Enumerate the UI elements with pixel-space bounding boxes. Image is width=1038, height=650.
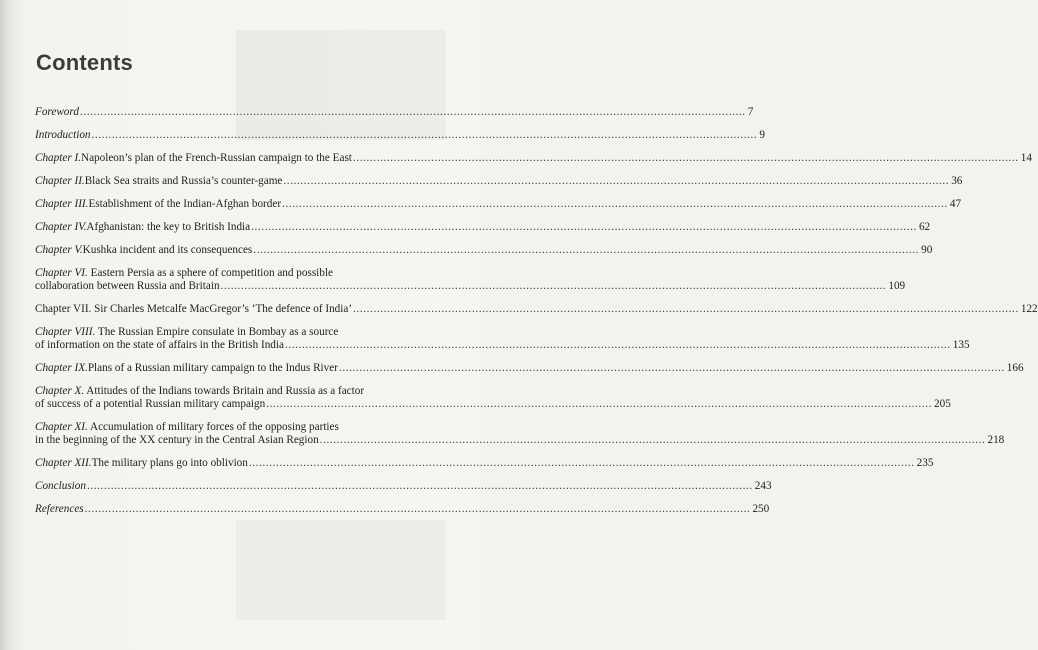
leader-dots: .................................................................................................................................................................................................... — [84, 503, 751, 515]
toc-entry-chapter-3[interactable]: Chapter III. Establishment of the Indian-Afghan border .................................................................................................................................................................................................... 47 — [35, 198, 962, 210]
toc-entry-references[interactable]: References .................................................................................................................................................................................................... 250 — [35, 503, 770, 515]
page-number: 9 — [759, 129, 765, 141]
page-number: 218 — [987, 434, 1005, 446]
toc-entry-chapter-2[interactable]: Chapter II. Black Sea straits and Russia’s counter-game .................................................................................................................................................................................................... 36 — [35, 175, 963, 187]
page-number: 7 — [747, 106, 754, 118]
page-number: 205 — [934, 398, 951, 410]
toc-entry-chapter-4[interactable]: Chapter IV. Afghanistan: the key to British India .................................................................................................................................................................................................... 62 — [35, 221, 931, 233]
page-number: 47 — [949, 198, 962, 210]
leader-dots: .................................................................................................................................................................................................... — [220, 280, 887, 292]
page-number: 135 — [952, 339, 970, 351]
toc-entry-chapter-8[interactable]: Chapter VIII. The Russian Empire consulate in Bombay as a source of information on the state of affairs in the British India .................................................................................................................................................................................................... 135 — [35, 326, 970, 351]
toc-entry-foreword[interactable]: Foreword .................................................................................................................................................................................................... 7 — [35, 106, 754, 118]
leader-dots: .................................................................................................................................................................................................... — [283, 175, 950, 187]
page-title: Contents — [36, 50, 133, 75]
page-number: 109 — [888, 280, 906, 292]
toc-entry-chapter-11[interactable]: Chapter XI. Accumulation of military forces of the opposing parties in the beginning of the XX century in the Central Asian Region .................................................................................................................................................................................................... 218 — [35, 421, 1005, 446]
toc-entry-chapter-9[interactable]: Chapter IX. Plans of a Russian military campaign to the Indus River .................................................................................................................................................................................................... 166 — [35, 362, 1024, 374]
page-number: 250 — [752, 503, 770, 515]
page-number: 235 — [916, 457, 934, 469]
page-number: 122 — [1020, 303, 1038, 315]
page-number: 14 — [1020, 152, 1032, 164]
leader-dots: .................................................................................................................................................................................................... — [284, 339, 951, 351]
table-of-contents — [35, 106, 1038, 516]
toc-entry-conclusion[interactable]: Conclusion .................................................................................................................................................................................................... 243 — [35, 480, 772, 492]
page-number: 62 — [918, 221, 931, 233]
leader-dots: .................................................................................................................................................................................................... — [338, 362, 1005, 374]
leader-dots: .................................................................................................................................................................................................... — [282, 198, 948, 210]
page-number: 166 — [1006, 362, 1024, 374]
leader-dots: .................................................................................................................................................................................................... — [91, 129, 758, 141]
page-number: 36 — [951, 175, 963, 187]
leader-dots: .................................................................................................................................................................................................... — [319, 434, 986, 446]
toc-entry-chapter-6[interactable]: Chapter VI. Eastern Persia as a sphere of competition and possible collaboration between Russia and Britain .................................................................................................................................................................................................... 109 — [35, 267, 906, 292]
toc-entry-chapter-7[interactable]: Chapter VII. Sir Charles Metcalfe MacGregor’s ‘The defence of India’ .................................................................................................................................................................................................... 122 — [35, 303, 1038, 315]
leader-dots: .................................................................................................................................................................................................... — [79, 106, 746, 118]
page-number: 243 — [754, 480, 772, 492]
leader-dots: .................................................................................................................................................................................................... — [353, 303, 1019, 315]
leader-dots: .................................................................................................................................................................................................... — [251, 221, 917, 233]
toc-entry-chapter-5[interactable]: Chapter V. Kushka incident and its consequences .................................................................................................................................................................................................... 90 — [35, 244, 933, 256]
leader-dots: .................................................................................................................................................................................................... — [266, 398, 933, 410]
leader-dots: .................................................................................................................................................................................................... — [352, 152, 1019, 164]
leader-dots: .................................................................................................................................................................................................... — [253, 244, 920, 256]
toc-entry-chapter-12[interactable]: Chapter XII. The military plans go into oblivion .................................................................................................................................................................................................... 235 — [35, 457, 934, 469]
leader-dots: .................................................................................................................................................................................................... — [86, 480, 753, 492]
page-number: 90 — [921, 244, 933, 256]
toc-entry-chapter-1[interactable]: Chapter I. Napoleon’s plan of the French-Russian campaign to the East .................................................................................................................................................................................................... 14 — [35, 152, 1032, 164]
leader-dots: .................................................................................................................................................................................................... — [248, 457, 915, 469]
show-through-area — [236, 520, 446, 620]
toc-entry-introduction[interactable]: Introduction .................................................................................................................................................................................................... 9 — [35, 129, 765, 141]
toc-entry-chapter-10[interactable]: Chapter X. Attitudes of the Indians towards Britain and Russia as a factor of success of a potential Russian military campaign .................................................................................................................................................................................................... 205 — [35, 385, 951, 410]
